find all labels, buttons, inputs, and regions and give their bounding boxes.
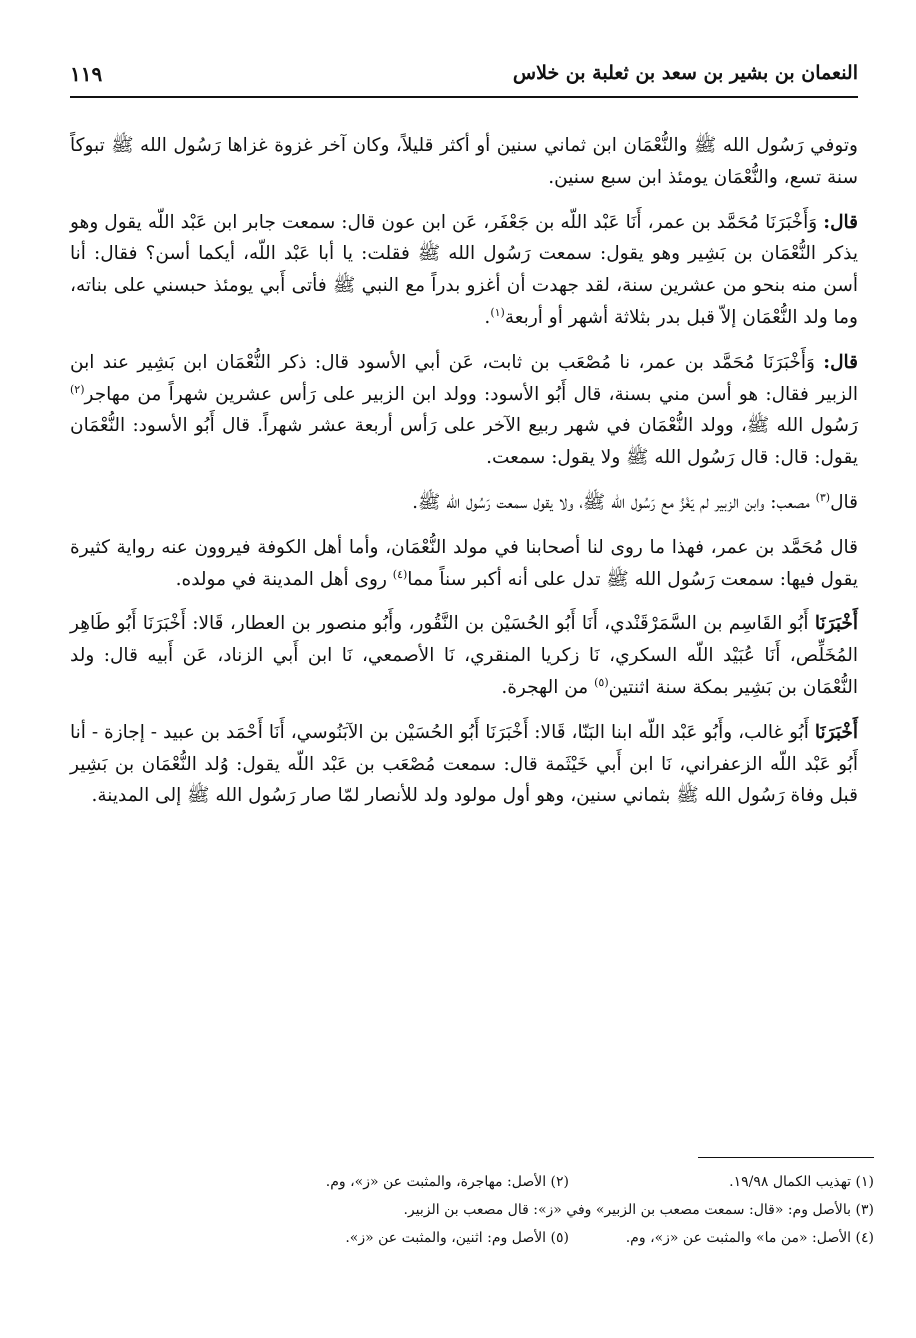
paragraph [70,130,858,194]
paragraph-text: وتوفي رَسُول الله ﷺ والنُّعْمَان ابن ثماني سنين أو أكثر قليلاً، وكان آخر غزوة غزاها رَسُول الله ﷺ تبوكاً سنة تسع، والنُّعْمَان يومئذ ابن سبع سنين. [70,135,858,188]
footnotes [90,1168,874,1252]
paragraph-text: أَبُو القَاسِم بن السَّمَرْقَنْدي، أَنَا أَبُو الحُسَيْن بن النَّقُور، وأَبُو منصور بن العطار، قَالا: أَخْبَرَنَا أَبُو طَاهِر المُخَلِّص، أَنَا عُبَيْد اللّه السكري، نَا زكريا المنقري، نَا الأصمعي، نَا ابن أَبي الزناد، عَن أَبيه قال: ولد النُّعْمَان بن بَشِير بمكة سنة اثنتين [70,613,858,698]
footnote-ref: (١) [490,305,505,319]
paragraph [70,717,858,812]
footnote-3: (٣) بالأصل وم: «قال: سمعت مصعب بن الزبير» وفي «ز»: قال مصعب بن الزبير. [403,1202,874,1218]
footnote-row [90,1224,874,1252]
paragraph-tail: من الهجرة. [501,676,595,698]
paragraph-tail: . [484,306,491,328]
paragraph [70,207,858,334]
paragraph [70,532,858,596]
footnote-5: (٥) الأصل وم: اثنين، والمثبت عن «ز». [345,1230,569,1246]
paragraph-lead: أَخْبَرَنَا [814,613,858,635]
paragraph-text: أَبُو غالب، وأَبُو عَبْد اللّه ابنا البَنّا، قَالا: أَخْبَرَنَا أَبُو الحُسَيْن بن الآبَنُوسي، أَنَا أَحْمَد بن عبيد - إجازة - أنا أَبُو عَبْد اللّه الزعفراني، نَا ابن أَبي خَيْثَمة قال: سمعت مُصْعَب بن عَبْد اللّه يقول: وُلد النُّعْمَان بن بَشِير قبل وفاة رَسُول الله ﷺ بثماني سنين، وهو أول مولود ولد للأنصار لمّا صار رَسُول الله ﷺ إلى المدينة. [70,721,858,807]
paragraph-text: قال مُحَمَّد بن عمر، فهذا ما روى لنا أصحابنا في مولد النُّعْمَان، وأما أهل الكوفة فيروون عنه رواية كثيرة يقول فيها: سمعت رَسُول الله ﷺ تدل على أنه أكبر سناً مما [70,536,858,590]
footnote-1: (١) تهذيب الكمال ١٩/٩٨. [729,1174,874,1190]
body-text [70,130,858,825]
footnote-ref: (٣) [815,490,831,504]
footnote-divider [698,1157,874,1158]
paragraph-tail: روى أهل المدينة في مولده. [175,568,393,590]
footnote-2: (٢) الأصل: مهاجرة، والمثبت عن «ز»، وم. [325,1174,569,1190]
paragraph-tail: رَسُول الله ﷺ، وولد النُّعْمَان في شهر ربيع الآخر على رَأس أربعة عشر شهراً. قال أَبُو الأسود: النُّعْمَان يقول: قال: قال رَسُول الله ﷺ ولا يقول: سمعت. [70,415,858,469]
paragraph-text: وَأَخْبَرَنَا مُحَمَّد بن عمر، نا مُصْعَب بن ثابت، عَن أبي الأسود قال: ذكر النُّعْمَان ابن بَشِير عند ابن الزبير فقال: هو أسن مني بسنة، قال أَبُو الأسود: وولد ابن الزبير على رَأس عشرين شهراً من مهاجر [70,351,858,405]
page-header [70,62,858,98]
paragraph-text: وَأَخْبَرَنَا مُحَمَّد بن عمر، أَنَا عَبْد اللّه بن جَعْفَر، عَن ابن عون قال: سمعت جابر ابن عَبْد اللّه يقول وهو يذكر النُّعْمَان بن بَشِير وهو يقول: سمعت رَسُول الله ﷺ فقلت: يا أبا عَبْد اللّه، أيكما أسن؟ فقال: أنا أسن منه بنحو من عشرين سنة، لقد جهدت أن أغزو بدراً مع النبي ﷺ فأتى أَبي يومئذ حبسني على بناته، وما ولد النُّعْمَان إلاّ قبل بدر بثلاثة أشهر أو أربعة [70,211,858,328]
paragraph-tail: مصعب: وابن الزبير لم يَغْزُ مع رَسُول الله ﷺ، ولا يقول سمعت رَسُول الله ﷺ. [412,491,816,513]
footnote-ref: (٤) [392,567,408,581]
paragraph [70,608,858,703]
running-title: النعمان بن بشير بن سعد بن ثعلبة بن خلاس [512,62,858,84]
paragraph-lead: قال: [823,351,858,373]
paragraph-lead: أَخْبَرَنَا [814,721,858,743]
footnote-row [90,1196,874,1224]
paragraph [70,347,858,474]
paragraph-lead: قال: [823,211,858,233]
footnote-ref: (٥) [594,675,609,689]
footnote-ref: (٢) [70,382,85,396]
footnote-4: (٤) الأصل: «من ما» والمثبت عن «ز»، وم. [625,1230,874,1246]
paragraph [70,487,858,519]
paragraph-text: قال [830,491,858,513]
footnote-row [90,1168,874,1196]
page-number: ١١٩ [70,62,103,86]
